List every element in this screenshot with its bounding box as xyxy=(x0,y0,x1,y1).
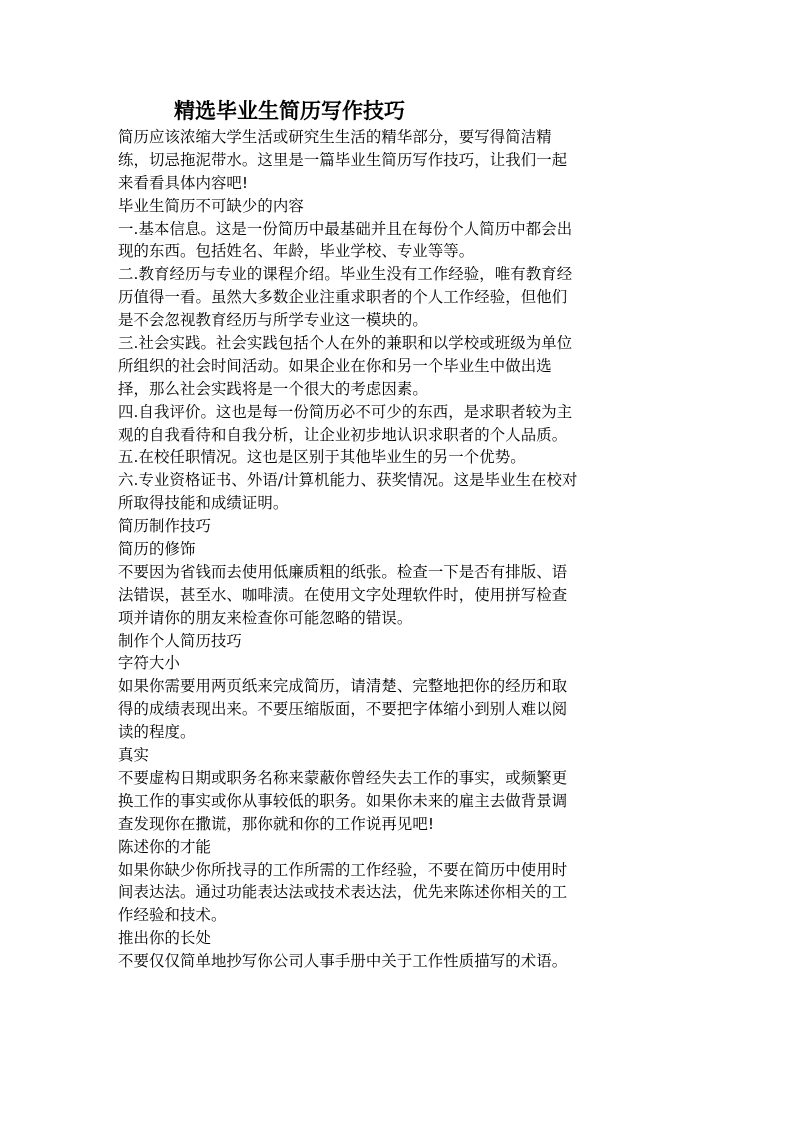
document-page xyxy=(118,96,678,973)
text-line: 三.社会实践。社会实践包括个人在外的兼职和以学校或班级为单位 xyxy=(118,334,573,353)
text-line: 简历制作技巧 xyxy=(118,517,211,536)
text-line: 毕业生简历不可缺少的内容 xyxy=(118,196,304,215)
document-title: 精选毕业生简历写作技巧 xyxy=(174,98,405,123)
text-line: 所取得技能和成绩证明。 xyxy=(118,494,289,513)
text-line: 简历应该浓缩大学生活或研究生生活的精华部分，要写得简洁精 xyxy=(118,128,552,146)
text-line: 现的东西。包括姓名、年龄，毕业学校、专业等等。 xyxy=(118,242,475,261)
text-line: 练，切忌拖泥带水。这里是一篇毕业生简历写作技巧，让我们一起 xyxy=(118,150,568,169)
text-line: 陈述你的才能 xyxy=(118,837,211,856)
text-line: 来看看具体内容吧! xyxy=(118,173,249,192)
text-line: 四.自我评价。这也是每一份简历必不可少的东西，是求职者较为主 xyxy=(118,402,573,421)
text-line: 读的程度。 xyxy=(118,723,196,742)
text-line: 如果你需要用两页纸来完成简历，请清楚、完整地把你的经历和取 xyxy=(118,677,568,696)
text-line: 间表达法。通过功能表达法或技术表达法，优先来陈述你相关的工 xyxy=(118,883,568,902)
text-line: 一.基本信息。这是一份简历中最基础并且在每份个人简历中都会出 xyxy=(118,219,573,238)
text-line: 择，那么社会实践将是一个很大的考虑因素。 xyxy=(118,379,428,398)
text-line: 简历的修饰 xyxy=(118,540,196,559)
text-line: 字符大小 xyxy=(118,654,180,673)
text-line: 观的自我看待和自我分析，让企业初步地认识求职者的个人品质。 xyxy=(118,425,568,444)
text-line: 六.专业资格证书、外语/计算机能力、获奖情况。这是毕业生在校对 xyxy=(118,471,578,490)
text-line: 制作个人简历技巧 xyxy=(118,631,242,650)
text-line: 真实 xyxy=(118,746,149,765)
text-line: 是不会忽视教育经历与所学专业这一模块的。 xyxy=(118,311,428,330)
text-line: 二.教育经历与专业的课程介绍。毕业生没有工作经验，唯有教育经 xyxy=(118,265,573,284)
text-line: 不要仅仅简单地抄写你公司人事手册中关于工作性质描写的术语。 xyxy=(118,952,568,971)
text-line: 查发现你在撒谎，那你就和你的工作说再见吧! xyxy=(118,814,435,833)
text-line: 不要虚构日期或职务名称来蒙蔽你曾经失去工作的事实，或频繁更 xyxy=(118,768,568,787)
text-line: 如果你缺少你所找寻的工作所需的工作经验，不要在简历中使用时 xyxy=(118,860,568,879)
text-line: 不要因为省钱而去使用低廉质粗的纸张。检查一下是否有排版、语 xyxy=(118,562,568,581)
text-line: 五.在校任职情况。这也是区别于其他毕业生的另一个优势。 xyxy=(118,448,526,467)
text-line: 推出你的长处 xyxy=(118,929,211,948)
text-line: 得的成绩表现出来。不要压缩版面，不要把字体缩小到别人难以阅 xyxy=(118,700,568,719)
text-line: 作经验和技术。 xyxy=(118,906,227,925)
text-line: 换工作的事实或你从事较低的职务。如果你未来的雇主去做背景调 xyxy=(118,791,568,810)
text-line: 历值得一看。虽然大多数企业注重求职者的个人工作经验，但他们 xyxy=(118,288,568,307)
text-line: 项并请你的朋友来检查你可能忽略的错误。 xyxy=(118,608,413,627)
document-body xyxy=(118,126,678,973)
text-line: 法错误，甚至水、咖啡渍。在使用文字处理软件时，使用拼写检查 xyxy=(118,585,568,604)
text-line: 所组织的社会时间活动。如果企业在你和另一个毕业生中做出选 xyxy=(118,356,552,375)
